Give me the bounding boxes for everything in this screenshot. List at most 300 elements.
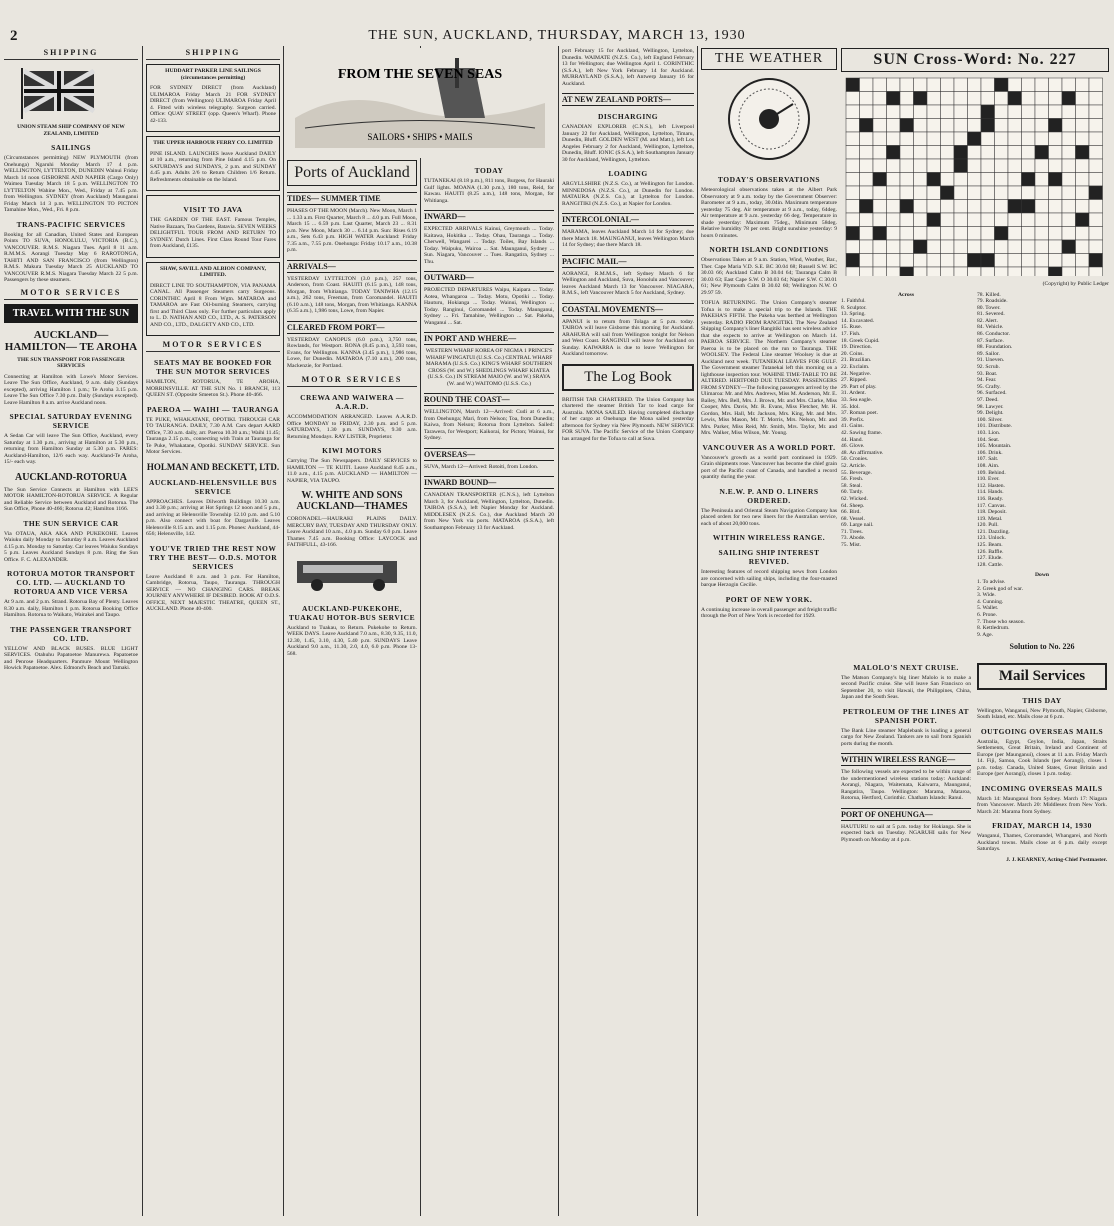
crossword-cell[interactable] xyxy=(846,186,860,200)
crossword-cell[interactable] xyxy=(968,159,982,173)
crossword-cell[interactable] xyxy=(1062,105,1076,119)
crossword-cell[interactable] xyxy=(1035,240,1049,254)
crossword-cell[interactable] xyxy=(1062,267,1076,276)
crossword-cell[interactable] xyxy=(954,227,968,241)
crossword-cell[interactable] xyxy=(1049,159,1063,173)
crossword-cell[interactable] xyxy=(954,254,968,268)
crossword-cell[interactable] xyxy=(981,159,995,173)
crossword-cell[interactable] xyxy=(873,146,887,160)
crossword-cell[interactable] xyxy=(941,227,955,241)
crossword-cell[interactable] xyxy=(1076,92,1090,106)
crossword-cell[interactable] xyxy=(1089,240,1103,254)
crossword-cell[interactable] xyxy=(1035,92,1049,106)
crossword-cell[interactable] xyxy=(887,267,901,276)
crossword-cell[interactable] xyxy=(995,119,1009,133)
crossword-cell[interactable] xyxy=(1022,132,1036,146)
this-day-text: Wellington, Wanganui, New Plymouth, Napier, Gisborne, South Island, etc. Mails close at 6 p.m. xyxy=(977,707,1107,721)
crossword-cell[interactable] xyxy=(1049,146,1063,160)
crossword-cell[interactable] xyxy=(1022,186,1036,200)
crossword-cell[interactable] xyxy=(1022,146,1036,160)
crewa-heading: CREWA AND WAIWERA — A.A.R.D. xyxy=(300,393,404,411)
crossword-cell[interactable] xyxy=(846,213,860,227)
crossword-cell[interactable] xyxy=(1049,200,1063,214)
crossword-cell[interactable] xyxy=(1076,78,1090,92)
crossword-cell[interactable] xyxy=(927,132,941,146)
crossword-cell[interactable] xyxy=(1049,186,1063,200)
crossword-cell[interactable] xyxy=(954,173,968,187)
crossword-cell[interactable] xyxy=(887,254,901,268)
crossword-cell[interactable] xyxy=(900,240,914,254)
crossword-cell[interactable] xyxy=(1062,173,1076,187)
crossword-cell[interactable] xyxy=(1008,159,1022,173)
crossword-cell[interactable] xyxy=(873,267,887,276)
crossword-cell[interactable] xyxy=(968,186,982,200)
crossword-cell[interactable] xyxy=(846,105,860,119)
crossword-cell[interactable] xyxy=(927,146,941,160)
crossword-cell[interactable] xyxy=(900,186,914,200)
crossword-cell[interactable] xyxy=(927,227,941,241)
rotorua-motor-text: At 9 a.m. and 2 p.m. Strand. Rotorua Bay of Plenty. Leaves 8.30 a.m. daily, Hamilton 1 p.m. Rotorua Booking Office Hamilton. Rotorua to Waikato, Wairakei and Taupo. xyxy=(4,599,138,618)
solution-label: Solution to No. 226 xyxy=(1009,642,1075,652)
ods-text: Leave Auckland 8 a.m. and 3 p.m. For Hamilton, Cambridge, Rotorua, Taupo, Tauranga. THROUGH SERVICE — NO CHANGING CARS. BREAK JOURNEY ANYWHERE IF DESIRED. BOOK AT O.D.S. OFFICE, NEXT MAJESTIC THEATRE, QUEEN ST., AUCKLAND. Phone 40-400. xyxy=(146,573,280,612)
crossword-cell[interactable] xyxy=(981,92,995,106)
crossword-cell[interactable] xyxy=(995,173,1009,187)
crossword-cell[interactable] xyxy=(900,78,914,92)
crossword-cell[interactable] xyxy=(860,213,874,227)
crossword-cell[interactable] xyxy=(968,146,982,160)
crossword-cell[interactable] xyxy=(954,267,968,276)
crossword-cell[interactable] xyxy=(860,146,874,160)
crossword-cell[interactable] xyxy=(1035,213,1049,227)
passenger-transport-heading: THE PASSENGER TRANSPORT CO. LTD. xyxy=(10,624,132,643)
crossword-cell[interactable] xyxy=(914,227,928,241)
crossword-cell[interactable] xyxy=(1035,105,1049,119)
crossword-cell[interactable] xyxy=(860,173,874,187)
crossword-cell[interactable] xyxy=(846,92,860,106)
clue-item: 93. Boat. xyxy=(977,370,998,377)
seven-seas-illustration xyxy=(285,48,555,158)
crossword-cell[interactable] xyxy=(1076,227,1090,241)
crossword-cell[interactable] xyxy=(1035,119,1049,133)
crossword-cell[interactable] xyxy=(968,105,982,119)
crossword-cell[interactable] xyxy=(887,186,901,200)
crossword-cell[interactable] xyxy=(1076,186,1090,200)
crossword-cell[interactable] xyxy=(1035,200,1049,214)
crossword-cell[interactable] xyxy=(873,159,887,173)
crossword-cell[interactable] xyxy=(981,132,995,146)
crossword-cell[interactable] xyxy=(860,254,874,268)
crossword-cell[interactable] xyxy=(954,119,968,133)
crossword-cell[interactable] xyxy=(927,240,941,254)
crossword-cell[interactable] xyxy=(1022,159,1036,173)
crossword-cell[interactable] xyxy=(954,200,968,214)
crossword-cell[interactable] xyxy=(954,213,968,227)
crossword-cell[interactable] xyxy=(1022,92,1036,106)
crossword-cell[interactable] xyxy=(927,105,941,119)
crossword-cell[interactable] xyxy=(1035,132,1049,146)
crossword-cell[interactable] xyxy=(1076,254,1090,268)
crossword-cell[interactable] xyxy=(1049,92,1063,106)
ports-of-auckland-title: Ports of Auckland xyxy=(294,164,410,181)
clue-item: 87. Surface. xyxy=(977,337,1004,344)
crossword-cell[interactable] xyxy=(1022,240,1036,254)
crossword-cell[interactable] xyxy=(1008,132,1022,146)
crossword-cell[interactable] xyxy=(954,105,968,119)
crossword-cell[interactable] xyxy=(941,92,955,106)
crossword-cell[interactable] xyxy=(941,254,955,268)
crossword-cell[interactable] xyxy=(846,132,860,146)
crossword-cell[interactable] xyxy=(1062,132,1076,146)
crossword-cell[interactable] xyxy=(860,159,874,173)
crossword-cell[interactable] xyxy=(1022,267,1036,276)
crossword-cell[interactable] xyxy=(914,267,928,276)
crossword-cell[interactable] xyxy=(1008,173,1022,187)
across-label: Across xyxy=(897,291,915,298)
crossword-cell[interactable] xyxy=(1049,240,1063,254)
crossword-cell[interactable] xyxy=(981,240,995,254)
crossword-cell[interactable] xyxy=(1089,119,1103,133)
crossword-cell[interactable] xyxy=(860,92,874,106)
crossword-cell[interactable] xyxy=(860,186,874,200)
crossword-cell[interactable] xyxy=(1049,254,1063,268)
crossword-cell[interactable] xyxy=(846,146,860,160)
crossword-cell[interactable] xyxy=(1008,267,1022,276)
crossword-cell[interactable] xyxy=(900,105,914,119)
crossword-cell[interactable] xyxy=(900,132,914,146)
crossword-cell[interactable] xyxy=(1089,132,1103,146)
crossword-cell[interactable] xyxy=(1089,159,1103,173)
clue-item: 18. Greek Cupid. xyxy=(841,337,880,344)
crossword-cell[interactable] xyxy=(887,78,901,92)
crossword-cell[interactable] xyxy=(887,105,901,119)
crossword-cell[interactable] xyxy=(995,200,1009,214)
crossword-cell[interactable] xyxy=(846,200,860,214)
crossword-cell[interactable] xyxy=(873,200,887,214)
crossword-cell[interactable] xyxy=(1062,227,1076,241)
crossword-cell[interactable] xyxy=(1062,159,1076,173)
crossword-cell[interactable] xyxy=(941,119,955,133)
column-rule xyxy=(420,46,421,1216)
crossword-cell[interactable] xyxy=(1022,227,1036,241)
crossword-cell[interactable] xyxy=(873,119,887,133)
crossword-cell[interactable] xyxy=(981,267,995,276)
crossword-cell[interactable] xyxy=(887,213,901,227)
crossword-cell[interactable] xyxy=(1049,132,1063,146)
crossword-cell[interactable] xyxy=(1035,267,1049,276)
crossword-cell[interactable] xyxy=(1089,146,1103,160)
crossword-cell[interactable] xyxy=(1062,200,1076,214)
crossword-cell[interactable] xyxy=(995,146,1009,160)
crossword-cell[interactable] xyxy=(846,267,860,276)
crossword-cell[interactable] xyxy=(1008,78,1022,92)
crossword-black-cell xyxy=(900,267,914,276)
crossword-cell[interactable] xyxy=(887,132,901,146)
clue-item: 13. Spring. xyxy=(841,311,866,318)
crossword-cell[interactable] xyxy=(914,132,928,146)
crossword-cell[interactable] xyxy=(860,240,874,254)
crossword-cell[interactable] xyxy=(954,240,968,254)
crossword-cell[interactable] xyxy=(981,200,995,214)
crossword-cell[interactable] xyxy=(941,267,955,276)
crossword-cell[interactable] xyxy=(941,132,955,146)
crossword-cell[interactable] xyxy=(927,159,941,173)
crossword-cell[interactable] xyxy=(846,119,860,133)
crossword-cell[interactable] xyxy=(941,146,955,160)
crossword-cell[interactable] xyxy=(927,186,941,200)
crossword-cell[interactable] xyxy=(1022,213,1036,227)
crossword-cell[interactable] xyxy=(995,240,1009,254)
crossword-cell[interactable] xyxy=(1049,213,1063,227)
crossword-cell[interactable] xyxy=(1062,146,1076,160)
crossword-cell[interactable] xyxy=(914,105,928,119)
crossword-cell[interactable] xyxy=(873,254,887,268)
crossword-cell[interactable] xyxy=(1076,119,1090,133)
crossword-cell[interactable] xyxy=(1076,173,1090,187)
crossword-cell[interactable] xyxy=(900,173,914,187)
overseas-text: SUVA, March 12—Arrived: Rotoiti, from London. xyxy=(424,463,539,470)
crossword-cell[interactable] xyxy=(873,186,887,200)
crossword-cell[interactable] xyxy=(887,173,901,187)
crossword-grid[interactable] xyxy=(841,76,1109,276)
crossword-cell[interactable] xyxy=(887,119,901,133)
crossword-cell[interactable] xyxy=(968,213,982,227)
crossword-cell[interactable] xyxy=(1008,254,1022,268)
crossword-cell[interactable] xyxy=(846,173,860,187)
helensville-heading: AUCKLAND-HELENSVILLE BUS SERVICE xyxy=(148,477,278,496)
crossword-cell[interactable] xyxy=(914,186,928,200)
clue-item: 41. Gains. xyxy=(841,423,864,430)
round-coast-text: WELLINGTON, March 12—Arrived: Cudi at 6 a.m., from Onehunga; Mari, from Nelson; Toa, from Dunedin; Kaiwa, from Nelson; Rotorua from Lyttelton. Sailed: Tarawera, for Westport; Kaikorai, for Picton; Wainui, for Sydney. xyxy=(424,409,554,441)
crossword-cell[interactable] xyxy=(914,159,928,173)
crossword-cell[interactable] xyxy=(1062,213,1076,227)
crossword-black-cell xyxy=(1062,92,1076,106)
crossword-black-cell xyxy=(873,227,887,241)
crossword-cell[interactable] xyxy=(941,105,955,119)
crossword-cell[interactable] xyxy=(995,213,1009,227)
across-list xyxy=(841,298,971,549)
friday-heading: FRIDAY, MARCH 14, 1930 xyxy=(992,821,1092,831)
crossword-cell[interactable] xyxy=(900,254,914,268)
crossword-cell[interactable] xyxy=(1076,240,1090,254)
ferry-text: PINE ISLAND. LAUNCHES leave Auckland DAILY at 10 a.m., returning from Pine Island 4.15 p.m. On SATURDAYS and SUNDAYS, 2 p.m. and SUNDAY 4.45 p.m. Adults 2/6 to Return Children 1/6 Return. Refreshments obtainable on the Island. xyxy=(150,150,276,183)
crossword-cell[interactable] xyxy=(941,78,955,92)
crossword-cell[interactable] xyxy=(941,200,955,214)
auckland-rotorua-text: The Sun Service Connects at Hamilton with LEE'S MOTOR HAMILTON-ROTORUA SERVICE. A Regular and Reliable Service between Auckland and Rotorua. The Sun Office, Phone 40-466; Rotorua 42; Hamilton 1166. xyxy=(4,486,138,512)
crossword-cell[interactable] xyxy=(1076,132,1090,146)
crossword-cell[interactable] xyxy=(1035,254,1049,268)
crossword-cell[interactable] xyxy=(981,173,995,187)
crossword-cell[interactable] xyxy=(860,267,874,276)
crossword-cell[interactable] xyxy=(968,119,982,133)
crossword-cell[interactable] xyxy=(1008,240,1022,254)
crossword-cell[interactable] xyxy=(1089,173,1103,187)
crossword-cell[interactable] xyxy=(1089,105,1103,119)
crossword-cell[interactable] xyxy=(1062,186,1076,200)
clue-item: 15. Ruse. xyxy=(841,324,862,331)
crossword-cell[interactable] xyxy=(860,105,874,119)
crossword-cell[interactable] xyxy=(1008,227,1022,241)
crossword-cell[interactable] xyxy=(954,92,968,106)
crossword-cell[interactable] xyxy=(981,78,995,92)
crossword-cell[interactable] xyxy=(1008,213,1022,227)
crossword-black-cell xyxy=(1089,254,1103,268)
clue-item: 6. Prone. xyxy=(977,612,998,618)
crossword-cell[interactable] xyxy=(914,200,928,214)
crossword-cell[interactable] xyxy=(860,132,874,146)
clue-item: 21. Brazilian. xyxy=(841,357,872,364)
crossword-cell[interactable] xyxy=(927,254,941,268)
crossword-black-cell xyxy=(981,119,995,133)
crossword-cell[interactable] xyxy=(968,200,982,214)
crossword-cell[interactable] xyxy=(1076,159,1090,173)
crossword-cell[interactable] xyxy=(1008,146,1022,160)
arrivals-text: YESTERDAY LYTTELTON (3.0 p.m.), 257 tons, Anderson, from Coast. HAUITI (6.15 p.m.), 148 tons, Morgan, from Whitianga. TODAY TANIWHA (12.15 a.m.), 262 tons, Freeman, from Coromandel. HAUITI (6.10 a.m.), 148 tons, Morgan, from Whitianga. KANNA (6.35 a.m.), 1,986 tons, Lowe, from Napier. xyxy=(287,275,417,314)
crossword-cell[interactable] xyxy=(860,78,874,92)
crossword-cell[interactable] xyxy=(873,92,887,106)
crossword-cell[interactable] xyxy=(1008,119,1022,133)
outward-text: PROJECTED DEPARTURES Waipu, Kaipara ... Today. Aotea, Whangaroa ... Today. Motu, Opotiki ... Today. Hauturu, Hokianga ... Today. Wainui, Wellington ... Today. Ranginui, Coromandel ... Today. Maunganui, Sydney ... Fri. Tamahine, Wellington ... Sat. Pakeha, Wanganui ... Sat. xyxy=(424,287,554,326)
crossword-cell[interactable] xyxy=(1089,78,1103,92)
crossword-cell[interactable] xyxy=(981,186,995,200)
crossword-cell[interactable] xyxy=(846,240,860,254)
crossword-cell[interactable] xyxy=(900,213,914,227)
crossword-cell[interactable] xyxy=(1089,200,1103,214)
crossword-cell[interactable] xyxy=(995,105,1009,119)
crossword-cell[interactable] xyxy=(941,159,955,173)
crossword-cell[interactable] xyxy=(1035,78,1049,92)
crossword-cell[interactable] xyxy=(941,240,955,254)
crossword-cell[interactable] xyxy=(1022,254,1036,268)
crossword-cell[interactable] xyxy=(914,254,928,268)
crossword-cell[interactable] xyxy=(1049,227,1063,241)
crossword-cell[interactable] xyxy=(1049,78,1063,92)
crossword-cell[interactable] xyxy=(995,132,1009,146)
crossword-cell[interactable] xyxy=(968,173,982,187)
crossword-cell[interactable] xyxy=(1035,227,1049,241)
clue-item: 3. Wide. xyxy=(977,592,996,599)
crossword-cell[interactable] xyxy=(1022,78,1036,92)
crossword-cell[interactable] xyxy=(927,119,941,133)
crossword-cell[interactable] xyxy=(1089,227,1103,241)
crossword-cell[interactable] xyxy=(995,186,1009,200)
crossword-cell[interactable] xyxy=(900,146,914,160)
crossword-cell[interactable] xyxy=(1049,105,1063,119)
column-1 xyxy=(4,48,138,1214)
crossword-cell[interactable] xyxy=(1076,200,1090,214)
crossword-cell[interactable] xyxy=(1089,267,1103,276)
crossword-cell[interactable] xyxy=(914,119,928,133)
crossword-black-cell xyxy=(900,119,914,133)
crossword-cell[interactable] xyxy=(1035,186,1049,200)
crossword-cell[interactable] xyxy=(1062,78,1076,92)
crossword-cell[interactable] xyxy=(941,173,955,187)
crossword-cell[interactable] xyxy=(1062,254,1076,268)
crossword-cell[interactable] xyxy=(1035,159,1049,173)
in-port-text: WESTERN WHARF KOREA OF NIGMA 1 PRINCE'S WHARF WINGATUI (U.S.S. Co.) CENTRAL WHARF MARAMA (U.S.S. Co.) KING'S WHARF SOUTHERN CROSS (W. and W.) SHEDLINGS WHARF KIATEA (U.S.S. Co.) IN STREAM MAIO (W. and W.) SRAYA (W. and W.) WAITOMO (U.S.S. Co.) xyxy=(425,348,553,387)
clue-item: 106. Drink. xyxy=(977,449,1003,456)
crossword-cell[interactable] xyxy=(968,78,982,92)
pacific-heading: PACIFIC MAIL— xyxy=(562,255,694,268)
crossword-cell[interactable] xyxy=(981,213,995,227)
crossword-cell[interactable] xyxy=(941,213,955,227)
crossword-cell[interactable] xyxy=(927,92,941,106)
crossword-cell[interactable] xyxy=(981,146,995,160)
crossword-cell[interactable] xyxy=(1076,105,1090,119)
crossword-cell[interactable] xyxy=(900,227,914,241)
crossword-cell[interactable] xyxy=(995,159,1009,173)
crossword-cell[interactable] xyxy=(1022,105,1036,119)
crossword-cell[interactable] xyxy=(968,227,982,241)
crossword-cell[interactable] xyxy=(914,78,928,92)
intercolonial-text: MARAMA, leaves Auckland March 14 for Sydney; due there March 18. MAUNGANUI, leaves Wellington March 14 for Sydney; due there March 18. xyxy=(562,229,694,248)
crossword-cell[interactable] xyxy=(927,78,941,92)
white-sons-heading: W. WHITE AND SONS AUCKLAND—THAMES xyxy=(296,490,408,512)
clue-item: 128. Cattle. xyxy=(977,561,1003,568)
crossword-cell[interactable] xyxy=(1022,119,1036,133)
page-number: 2 xyxy=(10,28,18,44)
crossword-black-cell xyxy=(1076,213,1090,227)
clue-item: 109. Behind. xyxy=(977,469,1006,476)
crossword-cell[interactable] xyxy=(968,240,982,254)
crossword-cell[interactable] xyxy=(887,200,901,214)
friday-text: Wanganui, Thames, Coromandel, Whangarei, and North Auckland towns. Mails close at 6 p.m. daily except Saturdays. xyxy=(977,833,1107,853)
crossword-cell[interactable] xyxy=(873,105,887,119)
crossword-black-cell xyxy=(1022,173,1036,187)
crossword-cell[interactable] xyxy=(927,200,941,214)
crossword-cell[interactable] xyxy=(981,227,995,241)
crossword-cell[interactable] xyxy=(887,240,901,254)
crossword-cell[interactable] xyxy=(927,267,941,276)
crossword-cell[interactable] xyxy=(860,227,874,241)
crossword-cell[interactable] xyxy=(914,213,928,227)
crossword-cell[interactable] xyxy=(873,132,887,146)
crossword-cell[interactable] xyxy=(954,132,968,146)
crossword-cell[interactable] xyxy=(900,159,914,173)
crossword-cell[interactable] xyxy=(1008,105,1022,119)
crossword-cell[interactable] xyxy=(1089,213,1103,227)
crossword-cell[interactable] xyxy=(873,213,887,227)
crossword-cell[interactable] xyxy=(846,159,860,173)
crossword-cell[interactable] xyxy=(1008,186,1022,200)
crossword-cell[interactable] xyxy=(1062,119,1076,133)
java-ad xyxy=(146,195,280,258)
crossword-cell[interactable] xyxy=(873,240,887,254)
crossword-cell[interactable] xyxy=(968,92,982,106)
clue-item: 97. Deed. xyxy=(977,397,999,403)
onehunga-heading: PORT OF ONEHUNGA— xyxy=(841,808,971,821)
crossword-cell[interactable] xyxy=(1035,173,1049,187)
crossword-cell[interactable] xyxy=(954,78,968,92)
crossword-cell[interactable] xyxy=(968,267,982,276)
crossword-cell[interactable] xyxy=(954,186,968,200)
crossword-cell[interactable] xyxy=(1089,92,1103,106)
crossword-cell[interactable] xyxy=(873,78,887,92)
down-list xyxy=(977,579,1107,638)
crossword-cell[interactable] xyxy=(914,173,928,187)
crossword-cell[interactable] xyxy=(887,159,901,173)
crossword-cell[interactable] xyxy=(887,227,901,241)
column-2 xyxy=(146,48,280,1214)
crossword-cell[interactable] xyxy=(995,267,1009,276)
crossword-cell[interactable] xyxy=(900,92,914,106)
crossword-black-cell xyxy=(1008,200,1022,214)
crossword-black-cell xyxy=(1008,92,1022,106)
crossword-cell[interactable] xyxy=(995,92,1009,106)
crossword-cell[interactable] xyxy=(1076,267,1090,276)
clue-item: 73. Abode. xyxy=(841,535,866,542)
crossword-cell[interactable] xyxy=(914,146,928,160)
crossword-cell[interactable] xyxy=(995,254,1009,268)
